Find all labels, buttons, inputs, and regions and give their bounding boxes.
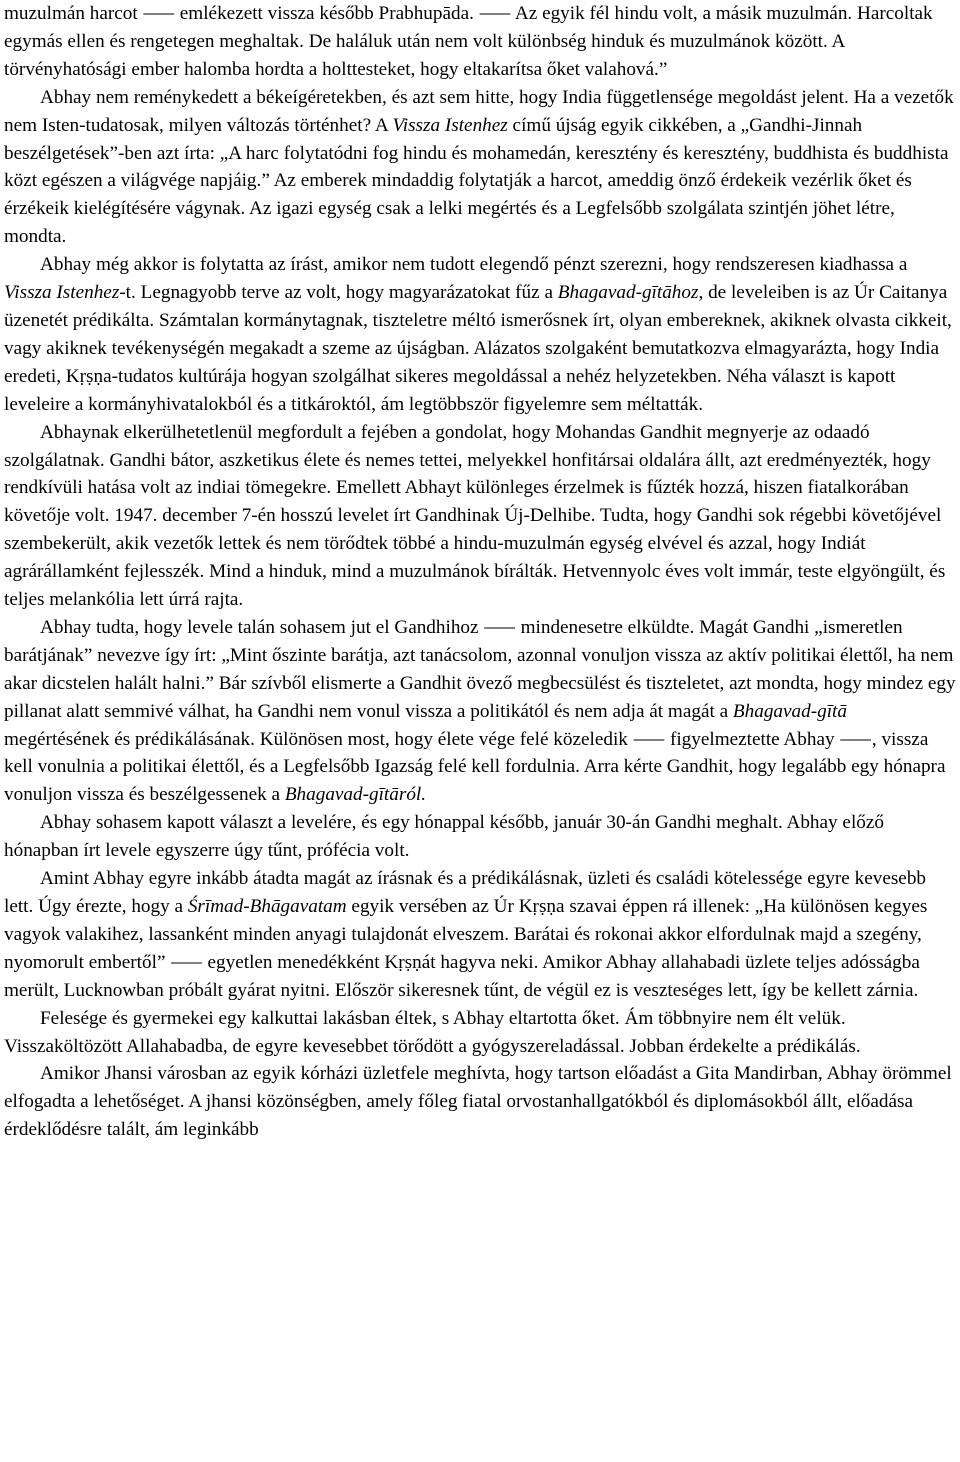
paragraph [4, 251, 956, 418]
text-segment: Abhay sohasem kapott választ a levelére, és egy hónappal később, január 30-án Gandhi meghalt. Abhay előző hónapban írt levele egyszerre úgy tűnt, prófécia volt. [4, 812, 889, 862]
italic-text: Bhagavad-gītā [732, 700, 847, 722]
text-segment: Abhay nem reménykedett a békeígéretekben, és azt sem hitte, hogy India függetlensége megoldást jelent. Ha a vezetők nem Isten-tudatosak, milyen változás történhet? A [4, 86, 959, 136]
text-segment: Abhay tudta, hogy levele talán sohasem jut el Gandhihoz ⸺ mindenesetre elküldte. Magát Gandhi „ismeretlen barátjának” nevezve így írt: „Mint őszinte barátja, azt tanácsolom, azonnal vonuljon vissza az aktív politikai élettől, ha nem akar dicstelen halált halni.” Bár szívből elismerte a Gandhit övező megbecsülést és tiszteletet, azt mondta, hogy mindez egy pillanat alatt semmivé válhat, ha Gandhi nem vonul vissza a politikától és nem adja át magát a [4, 616, 960, 722]
text-segment: megértésének és prédikálásának. Különösen most, hogy élete vége felé közeledik ⸺ figyelmeztette Abhay ⸺, vissza kell vonulnia a politikai élettől, és a Legfelsőbb Igazság felé kell fordulnia. Arra kérte Gandhit, hogy legalább egy hónapra vonuljon vissza és beszélgessenek a [4, 700, 951, 806]
text-segment: Amint Abhay egyre inkább átadta magát az írásnak és a prédikálásnak, üzleti és családi kötelessége egyre kevesebb lett. Úgy érezte, hogy a [4, 868, 931, 917]
text-segment: , de leveleiben is az Úr Caitanya üzenetét prédikálta. Számtalan kormánytagnak, tiszteletre méltó ismerősnek írt, olyan embereknek, akiknek olvasta cikkeit, vagy akiknek tevékenységén megakadt a szeme az újságban. Alázatos szolgaként bemutatkozva elmagyarázta, hogy India eredeti, Kṛṣṇa-tudatos kultúrája hogyan szolgálhat sikeres megoldással a nehéz helyzetekben. Néha választ is kapott leveleire a kormányhivatalokból és a titkároktól, ám legtöbbször figyelemre sem méltatták. [4, 282, 957, 415]
paragraph [4, 809, 956, 865]
italic-text: Bhagavad-gītāról. [284, 784, 427, 806]
italic-text: Bhagavad-gītāhoz [557, 282, 699, 304]
text-segment: Abhay még akkor is folytatta az írást, amikor nem tudott elegendő pénzt szerezni, hogy rendszeresen kiadhassa a [40, 254, 913, 276]
paragraph [4, 865, 956, 1005]
text-segment: -t. Legnagyobb terve az volt, hogy magyarázatokat fűz a [119, 282, 558, 304]
text-segment: muzulmán harcot ⸺ emlékezett vissza később Prabhupāda. ⸺ Az egyik fél hindu volt, a másik muzulmán. Harcoltak egymás ellen és rengetegen meghaltak. De haláluk után nem volt különbség hinduk és muzulmánok között. A törvényhatósági ember halomba hordta a holttesteket, hogy eltakarítsa őket valahová.” [4, 3, 938, 80]
italic-text: Vissza Istenhez [392, 114, 508, 136]
paragraph [4, 614, 960, 809]
text-segment: című újság egyik cikkében, a „Gandhi-Jinnah beszélgetések”-ben azt írta: „A harc folytatódni fog hindu és mohamedán, keresztény és keresztény, buddhista és buddhista közt egészen a világvége napjáig.” Az emberek mindaddig folytatják a harcot, ameddig önző érdekeik vezérlik őket és érzékeik kielégítésére vágynak. Az igazi egység csak a lelki megértés és a Legfelsőbb szolgálata szintjén jöhet létre, mondta. [4, 114, 954, 248]
paragraph [4, 84, 959, 251]
text-segment: Felesége és gyermekei egy kalkuttai lakásban éltek, s Abhay eltartotta őket. Ám többnyire nem élt velük. Visszaköltözött Allahabadba, de egyre kevesebbet törődött a gyógyszereladással. Jobban érdekelte a prédikálás. [4, 1007, 861, 1057]
text-segment: egyik versében az Úr Kṛṣṇa szavai éppen rá illenek: „Ha különösen kegyes vagyok valakihez, lassanként minden anyagi tulajdonát elveszem. Barátai és rokonai akkor elfordulnak majd a szegény, nyomorult embertől” ⸺ egyetlen menedékként Kṛṣṇát hagyva neki. Amikor Abhay allahabadi üzlete teljes adósságba merült, Lucknowban próbált gyárat nyitni. Először sikeresnek tűnt, de végül ez is veszteséges lett, így be kellett zárnia. [4, 896, 933, 1001]
text-segment: Amikor Jhansi városban az egyik kórházi üzletfele meghívta, hogy tartson előadást a Gita Mandirban, Abhay örömmel elfogadta a lehetőséget. A jhansi közönségben, amely főleg fiatal orvostanhallgatókból és diplomásokból állt, előadása érdeklődésre talált, ám leginkább [4, 1063, 957, 1141]
text-segment: Abhaynak elkerülhetetlenül megfordult a fejében a gondolat, hogy Mohandas Gandhit megnyerje az odaadó szolgálatnak. Gandhi bátor, aszketikus élete és nemes tettei, melyekkel honfitársai oldalára állt, azt eredményezték, hogy rendkívüli hatása volt az indiai tömegekre. Emellett Abhayt különleges érzelmek is fűzték hozzá, hiszen fiatalkorában követője volt. 1947. december 7-én hosszú levelet írt Gandhinak Új-Delhibe. Tudta, hogy Gandhi sok régebbi követőjével szembekerült, akik vezetők lettek és nem törődtek többé a hindu-muzulmán egység elvével és azzal, hogy Indiát agrárállamként fejlesszék. Mind a hinduk, mind a muzulmánok bírálták. Hetvennyolc éves volt immár, teste elgyöngült, és teljes melankólia lett úrrá rajta. [4, 421, 951, 611]
paragraph [4, 419, 956, 614]
italic-text: Vissza Istenhez [4, 282, 120, 304]
paragraph [4, 0, 956, 84]
italic-text: Śrīmad-Bhāgavatam [187, 896, 347, 917]
paragraph [4, 1005, 956, 1061]
paragraph [4, 1060, 956, 1144]
